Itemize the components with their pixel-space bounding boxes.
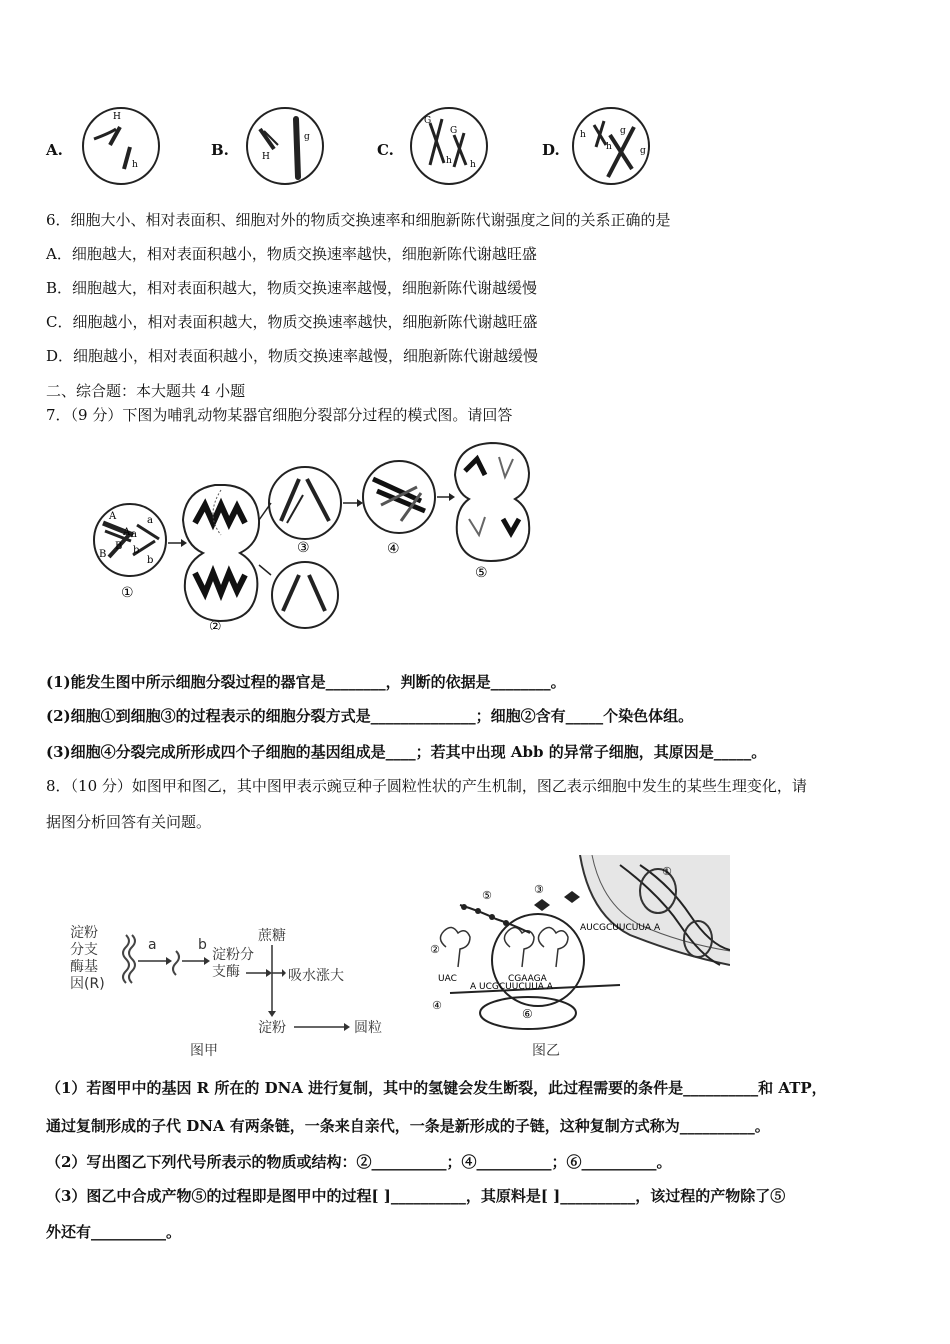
q6-stem: 6．细胞大小、相对表面积、细胞对外的物质交换速率和细胞新陈代谢强度之间的关系正确的是 xyxy=(46,211,671,229)
svg-text:h: h xyxy=(470,160,476,170)
svg-text:b: b xyxy=(147,555,154,566)
q6-option-c: C．细胞越小，相对表面积越大，物质交换速率越快，细胞新陈代谢越旺盛 xyxy=(46,313,538,331)
svg-text:⑤: ⑤ xyxy=(475,565,488,581)
svg-text:h: h xyxy=(580,130,586,140)
svg-text:g: g xyxy=(620,126,626,136)
svg-text:AUCGCUUCUUA A: AUCGCUUCUUA A xyxy=(580,923,661,933)
q7-sub2: (2)细胞①到细胞③的过程表示的细胞分裂方式是______________；细胞②含有_____个染色体组。 xyxy=(46,707,694,725)
q8-sub2: （2）写出图乙下列代号所表示的物质或结构：②__________；④__________；⑥__________。 xyxy=(46,1153,672,1171)
q8-stem-line2: 据图分析回答有关问题。 xyxy=(46,813,212,831)
q7-stem: 7．（9 分）下图为哺乳动物某器官细胞分裂部分过程的模式图。请回答 xyxy=(46,406,513,424)
svg-text:②: ② xyxy=(209,619,222,630)
svg-text:②: ② xyxy=(430,943,440,956)
svg-text:B: B xyxy=(115,541,123,552)
svg-text:B: B xyxy=(99,549,107,560)
option-b-cell-diagram xyxy=(244,105,326,187)
svg-text:h: h xyxy=(606,142,612,152)
option-b-label: B. xyxy=(211,141,229,159)
q6-option-b: B．细胞越大，相对表面积越大，物质交换速率越慢，细胞新陈代谢越缓慢 xyxy=(46,279,538,297)
svg-text:H: H xyxy=(262,152,270,162)
fig-jia: 淀粉 分支 酶基 因(R) a b 淀粉分 支酶 蔗糖 吸水涨大 淀粉 圆粒 xyxy=(70,925,382,1036)
q7-cell-division-figure xyxy=(85,435,545,630)
svg-text:①: ① xyxy=(121,585,134,601)
svg-text:①: ① xyxy=(662,865,672,878)
svg-text:④: ④ xyxy=(432,999,442,1012)
gene-label: H xyxy=(113,112,121,122)
q8-sub3-line1: （3）图乙中合成产物⑤的过程即是图甲中的过程[ ]__________，其原料是[ ]__________，该过程的产物除了⑤ xyxy=(46,1187,786,1205)
fig-yi xyxy=(430,855,730,1035)
option-a-label: A. xyxy=(46,141,63,159)
q8-sub3-line2: 外还有__________。 xyxy=(46,1223,182,1241)
q7-sub1: (1)能发生图中所示细胞分裂过程的器官是________，判断的依据是________。 xyxy=(46,673,566,691)
q6-option-a: A．细胞越大，相对表面积越小，物质交换速率越快，细胞新陈代谢越旺盛 xyxy=(46,245,537,263)
svg-text:g: g xyxy=(304,132,310,142)
svg-text:A: A xyxy=(109,511,117,522)
svg-text:③: ③ xyxy=(297,540,310,556)
q8-stem-line1: 8．（10 分）如图甲和图乙，其中图甲表示豌豆种子圆粒性状的产生机制，图乙表示细胞中发生的某些生理变化，请 xyxy=(46,777,807,795)
svg-text:h: h xyxy=(446,156,452,166)
gene-label: h xyxy=(132,160,138,170)
q8-sub1-line1: （1）若图甲中的基因 R 所在的 DNA 进行复制，其中的氢键会发生断裂，此过程需要的条件是__________和 ATP， xyxy=(46,1079,827,1097)
svg-text:G: G xyxy=(450,126,458,136)
svg-text:G: G xyxy=(424,116,432,126)
q6-option-d: D．细胞越小，相对表面积越小，物质交换速率越慢，细胞新陈代谢越缓慢 xyxy=(46,347,539,365)
svg-text:CGAAGA: CGAAGA xyxy=(508,974,547,984)
svg-text:A UCGCUUCUUA A: A UCGCUUCUUA A xyxy=(470,982,553,992)
svg-text:③: ③ xyxy=(534,883,544,896)
svg-text:b: b xyxy=(133,545,140,556)
svg-text:a: a xyxy=(131,529,137,540)
option-c-label: C. xyxy=(377,141,394,159)
section-title: 二、综合题：本大题共 4 小题 xyxy=(46,382,246,400)
option-d-cell-diagram xyxy=(570,105,652,187)
svg-text:④: ④ xyxy=(387,541,400,557)
option-a-cell-diagram xyxy=(80,105,162,187)
fig-jia-caption: 图甲 xyxy=(190,1043,218,1059)
svg-text:⑥: ⑥ xyxy=(522,1007,533,1021)
q7-sub3: (3)细胞④分裂完成所形成四个子细胞的基因组成是____；若其中出现 Abb 的异常子细胞，其原因是_____。 xyxy=(46,743,767,761)
svg-text:UAC: UAC xyxy=(438,974,457,984)
option-c-cell-diagram xyxy=(408,105,490,187)
svg-text:⑤: ⑤ xyxy=(482,889,492,902)
option-d-label: D. xyxy=(542,141,560,159)
svg-text:g: g xyxy=(640,146,646,156)
svg-text:A: A xyxy=(123,527,131,538)
q8-sub1-line2: 通过复制形成的子代 DNA 有两条链，一条来自亲代，一条是新形成的子链，这种复制方式称为__________。 xyxy=(46,1117,770,1135)
fig-yi-caption: 图乙 xyxy=(532,1043,560,1059)
svg-text:a: a xyxy=(147,515,153,526)
